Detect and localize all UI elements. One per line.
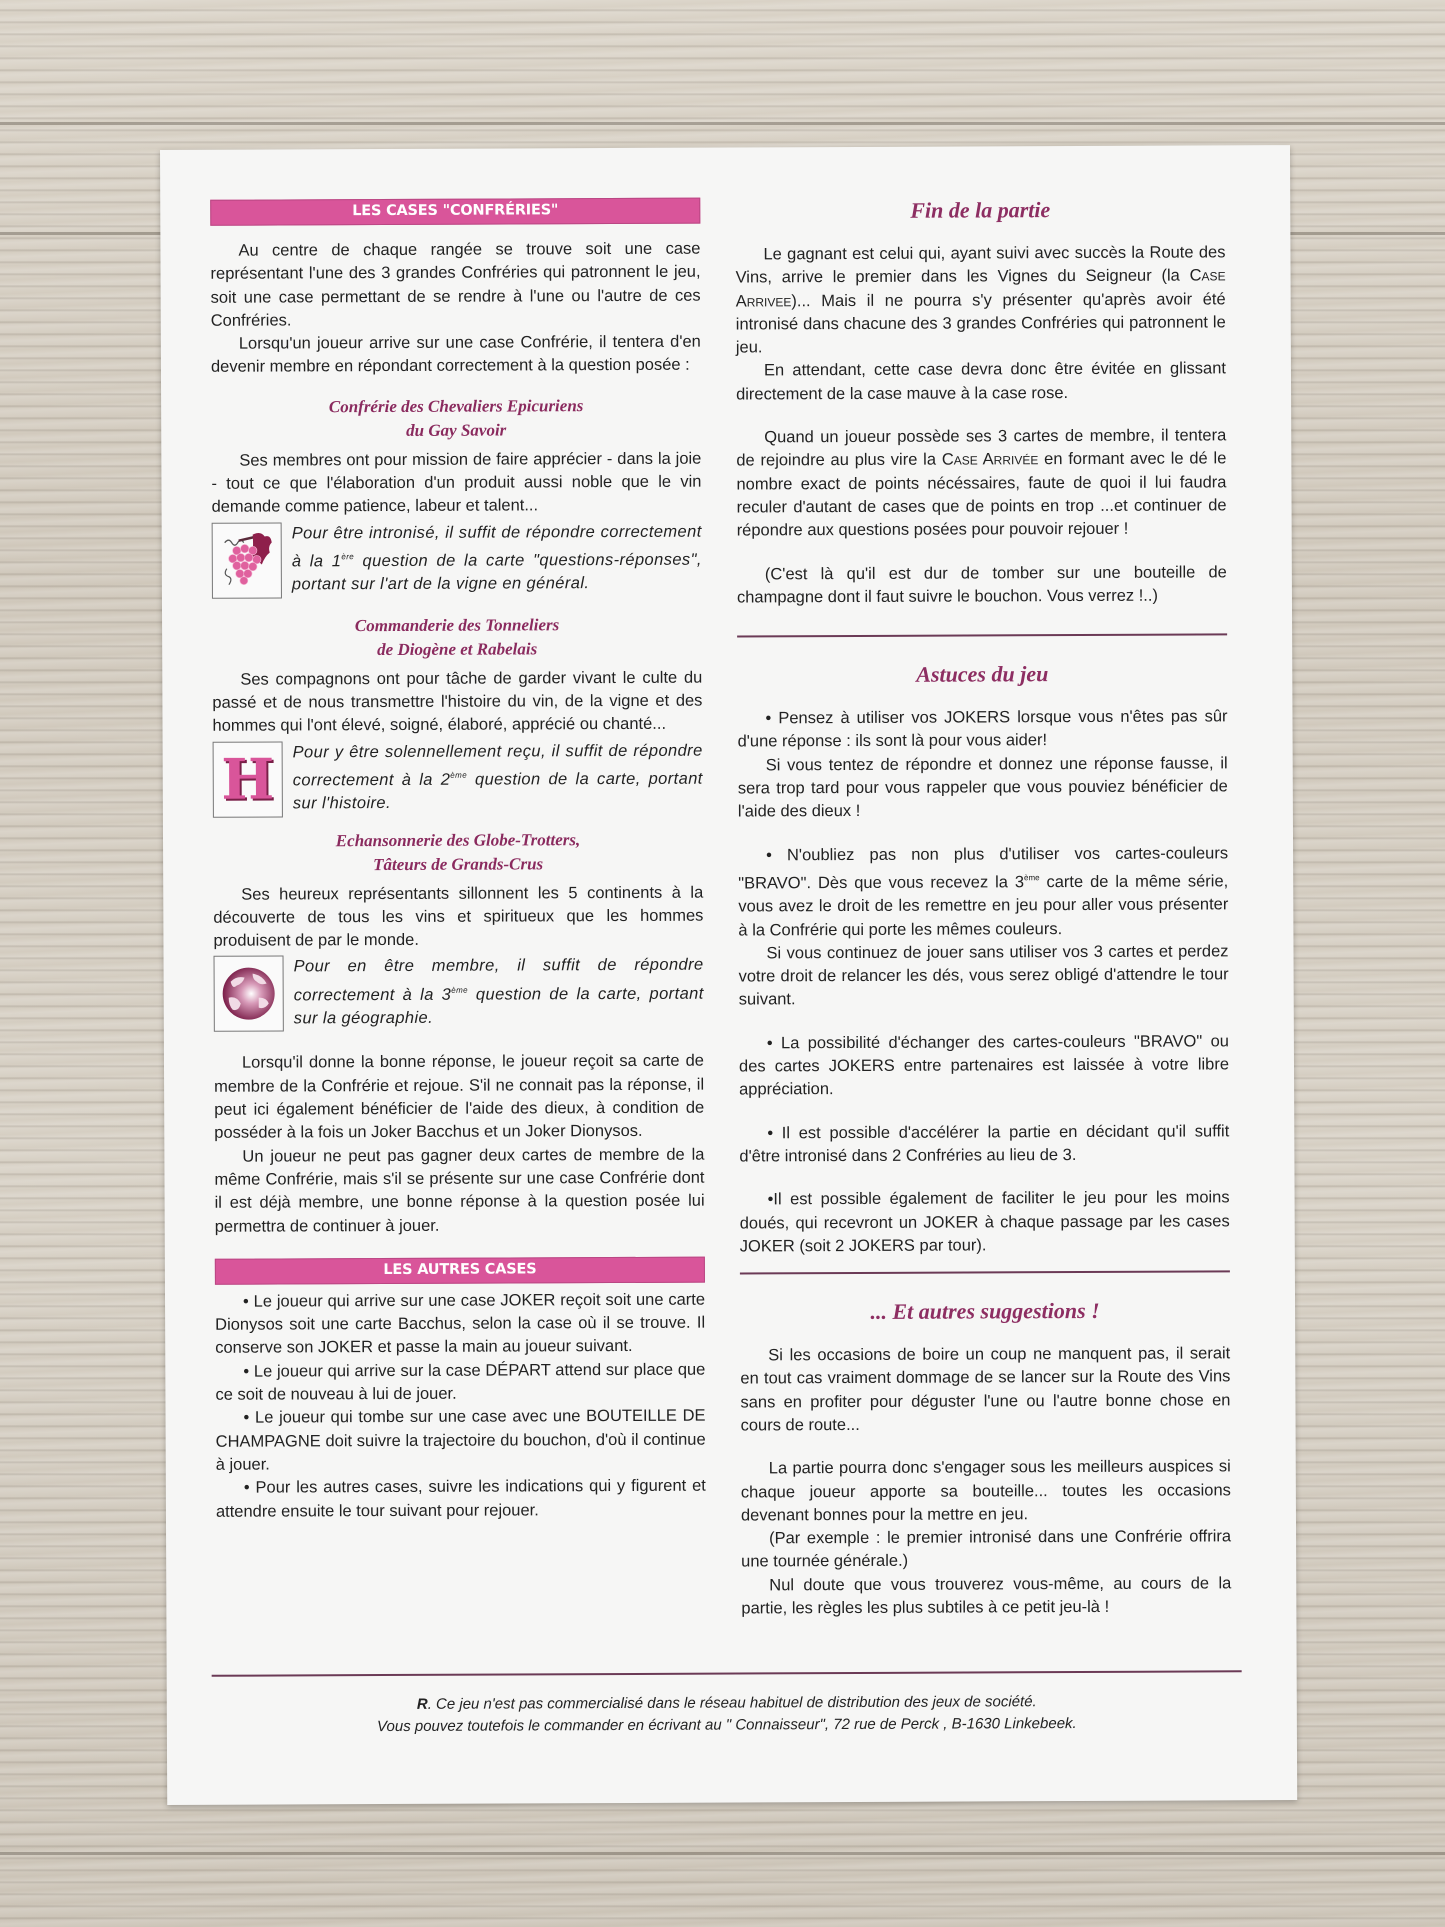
paragraph: En attendant, cette case devra donc être évitée en glissant directement de la case mauve à la case rose.	[736, 359, 1227, 404]
confrerie-description: Ses compagnons ont pour tâche de garder vivant le culte du passé et de nous transmettre l'histoire du vin, de la vigne et des hommes qui l'ont élevé, soigné, élaboré, apprécié ou chanté...	[212, 668, 703, 736]
rule-ordinal: ère	[341, 552, 355, 562]
section-fin-de-partie	[735, 195, 1227, 609]
autres-cases-item: • Le joueur qui arrive sur une case JOKER reçoit soit une carte Dionysos soit une carte Bacchus, selon la case où il se trouve. Il conserve son JOKER et passe la main au joueur suivant.	[215, 1290, 706, 1358]
confrerie-rule	[293, 739, 703, 816]
section-title: ... Et autres suggestions !	[870, 1298, 1100, 1325]
spacer	[741, 1436, 1231, 1458]
confrerie-description: Ses membres ont pour mission de faire apprécier - dans la joie - tout ce que l'élaboration d'un produit aussi noble que le vin demande comme patience, labeur et talent...	[211, 449, 702, 517]
confrerie-description: Ses heureux représentants sillonnent les 5 continents à la découverte de tous les vins et spiritueux que les hommes produisent de par le monde.	[213, 883, 704, 950]
confrerie-title	[213, 827, 703, 877]
rule-text: question de la carte, portant sur la géographie.	[293, 984, 704, 1028]
rule-text: Pour y être solennellement reçu, il suffit de répondre correctement à la 2	[292, 741, 703, 790]
spacer	[739, 1010, 1229, 1032]
autres-cases-item: • Le joueur qui arrive sur la case DÉPART attend sur place que ce soit de nouveau à lui de jouer.	[215, 1360, 706, 1404]
tip-paragraph: Si vous tentez de répondre et donnez une réponse fausse, il sera trop tard pour vous rappeler que vous pouviez bénéficier de l'aide des dieux !	[737, 754, 1228, 821]
suggestion-paragraph: La partie pourra donc s'engager sous les meilleurs auspices si chaque joueur apporte sa bouteille... toutes les occasions devenant bonnes pour la mettre en jeu.	[740, 1457, 1231, 1525]
text: Le gagnant est celui qui, ayant suivi avec succès la Route des Vins, arrive le premier dans les Vignes du Seigneur (la	[735, 243, 1226, 287]
section-astuces	[737, 660, 1230, 1259]
wood-plank-gap	[0, 122, 1445, 125]
confrerie-rule-row	[213, 739, 703, 817]
confrerie-title-line: Tâteurs de Grands-Crus	[373, 853, 544, 874]
autres-cases-item: • Pour les autres cases, suivre les indications qui y figurent et attendre ensuite le tour suivant pour rejouer.	[215, 1476, 706, 1521]
text: en formant avec le dé le nombre exact de points nécéssaires, faute de quoi il lui faudra reculer d'autant de cases que de points en trop ...et continuer de répondre aux questions posées pour pouvoir rejouer !	[736, 449, 1227, 540]
text: )... Mais il ne pourra s'y présenter qu'après avoir été intronisé dans chacune des 3 grandes Confréries qui patronnent le jeu.	[735, 289, 1226, 357]
confrerie-block	[213, 827, 704, 1032]
paragraph: (C'est là qu'il est dur de tomber sur une bouteille de champagne dont il faut suivre le bouchon. Vous verrez !..)	[736, 562, 1227, 607]
text: Quand un joueur possède ses 3 cartes de membre, il tentera de rejoindre au plus vire la	[736, 426, 1227, 470]
footer-initial: R	[416, 1695, 428, 1713]
rule-ordinal: ème	[450, 770, 468, 780]
tip-paragraph: • La possibilité d'échanger des cartes-couleurs "BRAVO" ou des cartes JOKERS entre partenaires est laissée à votre libre appréciation.	[738, 1032, 1230, 1099]
left-column	[210, 198, 706, 1524]
confrerie-rule	[294, 954, 704, 1031]
rules-sheet	[160, 145, 1297, 1805]
case-arrivee-label: Case Arrivee	[735, 266, 1226, 311]
section-title: Fin de la partie	[910, 197, 1051, 223]
tip-paragraph: • Pensez à utiliser vos JOKERS lorsque vous n'êtes pas sûr d'une réponse : ils sont là pour vous aider!	[737, 707, 1228, 751]
confrerie-title	[212, 612, 702, 662]
letter-h-glyph: H	[221, 746, 275, 813]
tip-paragraph	[738, 842, 1228, 942]
right-column	[735, 195, 1231, 1620]
tip-paragraph: Si vous continuez de jouer sans utiliser vos 3 cartes et perdez votre droit de relancer les dés, vous serez obligé d'attendre le tour suivant.	[738, 942, 1229, 1009]
confrerie-title-line: Echansonnerie des Globe-Trotters,	[335, 829, 581, 850]
confreries-intro-paragraph: Lorsqu'un joueur arrive sur une case Confrérie, il tentera d'en devenir membre en répondant correctement à la question posée :	[210, 332, 701, 377]
grapes-icon	[212, 522, 282, 598]
footer-note	[212, 1690, 1242, 1738]
section-suggestions	[740, 1296, 1231, 1620]
paragraph	[736, 424, 1227, 543]
spacer	[738, 822, 1228, 844]
suggestion-paragraph: Si les occasions de boire un coup ne manquent pas, il serait en tout cas vraiment dommage de se lancer sur la Route des Vins sans en profiter pour déguster l'une ou l'autre bonne chose en cours de route...	[740, 1344, 1231, 1435]
confrerie-block	[211, 393, 702, 598]
confrerie-title-line: du Gay Savoir	[406, 420, 507, 440]
rule-text: Pour être intronisé, il suffit de répondre correctement à la 1	[291, 522, 702, 571]
paragraph	[735, 241, 1226, 360]
rule-text: Pour en être membre, il suffit de répondre correctement à la 3	[293, 956, 704, 1005]
ordinal: ème	[1023, 873, 1040, 883]
rule-ordinal: ème	[451, 985, 469, 995]
suggestion-paragraph: (Par exemple : le premier intronisé dans une Confrérie offrira une tournée générale.)	[741, 1527, 1232, 1571]
text: carte de la même série, vous avez le droit de les remettre en jeu pour aller vous présenter à la Confrérie qui porte les mêmes couleurs.	[738, 872, 1229, 940]
rule-text: question de la carte "questions-réponses", portant sur l'art de la vigne en général.	[291, 550, 702, 594]
letter-h-icon	[213, 741, 283, 817]
confrerie-title	[211, 393, 701, 443]
section-divider	[737, 634, 1227, 638]
footer-text: . Ce jeu n'est pas commercialisé dans le réseau habituel de distribution des jeux de société.	[427, 1693, 1037, 1713]
confrerie-title-line: Commanderie des Tonneliers	[354, 614, 560, 635]
spacer	[739, 1100, 1229, 1122]
globe-icon	[214, 956, 284, 1032]
spacer	[214, 1030, 704, 1052]
confrerie-rule	[292, 520, 702, 597]
section-divider	[740, 1270, 1230, 1274]
footer-divider	[212, 1670, 1242, 1676]
section-title: Astuces du jeu	[916, 661, 1049, 687]
confreries-intro-paragraph: Au centre de chaque rangée se trouve soit une case représentant l'une des 3 grandes Confréries qui patronnent le jeu, soit une case permettant de se rendre à l'une ou l'autre de ces Confréries.	[210, 239, 701, 330]
confrerie-block	[212, 612, 703, 817]
confrerie-rule-row	[212, 520, 702, 598]
confrerie-rule-row	[214, 954, 704, 1032]
tip-paragraph: • Il est possible d'accélérer la partie en décidant qu'il suffit d'être intronisé dans 2 Confréries au lieu de 3.	[739, 1121, 1230, 1166]
spacer	[736, 404, 1226, 426]
footer-line: Vous pouvez toutefois le commander en écrivant au " Connaisseur", 72 rue de Perck , B-1630 Linkebeek.	[377, 1715, 1077, 1736]
confreries-outro-paragraph: Lorsqu'il donne la bonne réponse, le joueur reçoit sa carte de membre de la Confrérie et rejoue. S'il ne connait pas la réponse, il peut ici également bénéficier de l'aide des dieux, à condition de posséder à la fois un Joker Bacchus et un Joker Dionysos.	[214, 1052, 705, 1143]
suggestion-paragraph: Nul doute que vous trouverez vous-même, au cours de la partie, les règles les plus subtiles à ce petit jeu-là !	[741, 1574, 1232, 1618]
confrerie-title-line: de Diogène et Rabelais	[377, 639, 538, 659]
tip-paragraph: •Il est possible également de faciliter le jeu pour les moins doués, qui recevront un JOKER à chaque passage par les cases JOKER (soit 2 JOKERS par tour).	[739, 1188, 1230, 1256]
text: • N'oubliez pas non plus d'utiliser vos cartes-couleurs "BRAVO". Dès que vous recevez la 3	[738, 843, 1229, 893]
confreries-outro-paragraph: Un joueur ne peut pas gagner deux cartes de membre de la même Confrérie, mais s'il se présente sur une case Confrérie dont il est déjà membre, une bonne réponse à la question posée lui permettra de continuer à jouer.	[214, 1145, 705, 1236]
banner-cases-confreries: LES CASES "CONFRÉRIES"	[210, 198, 700, 226]
autres-cases-item: • Le joueur qui tombe sur une case avec une BOUTEILLE DE CHAMPAGNE doit suivre la trajectoire du bouchon, d'où il continue à jouer.	[215, 1406, 706, 1474]
wood-plank-gap	[0, 1852, 1445, 1855]
spacer	[215, 1236, 705, 1258]
rule-text: question de la carte, portant sur l'histoire.	[292, 769, 703, 813]
spacer	[737, 541, 1227, 563]
spacer	[739, 1167, 1229, 1189]
case-arrivee-label: Case Arrivée	[941, 450, 1039, 469]
confrerie-title-line: Confrérie des Chevaliers Epicuriens	[328, 395, 584, 417]
banner-autres-cases: LES AUTRES CASES	[215, 1256, 705, 1284]
